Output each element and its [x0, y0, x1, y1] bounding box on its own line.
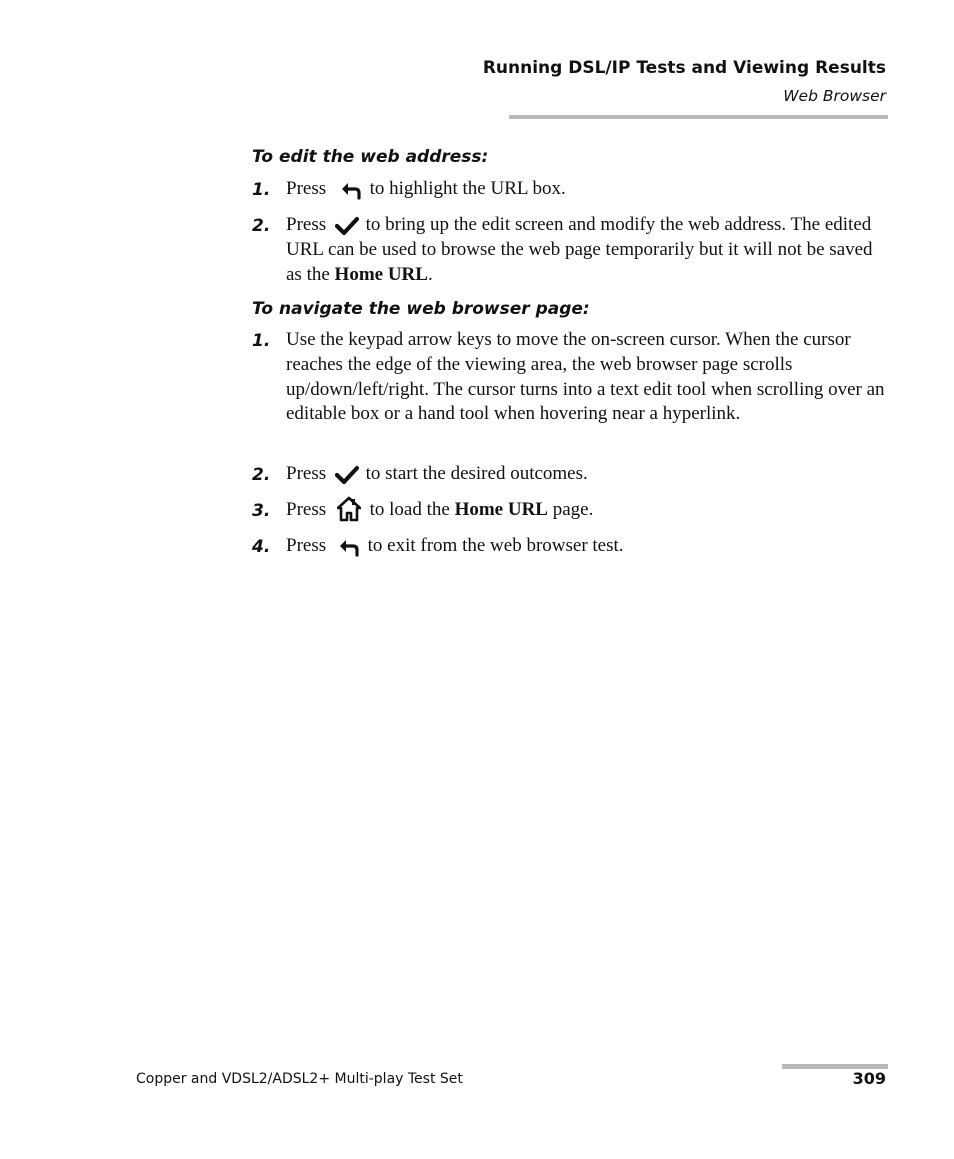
- step-instruction: to bring up the edit screen and modify the web address. The edited URL can be used to browse the web page temporarily but it will not be saved as the: [286, 214, 873, 285]
- checkmark-icon: [335, 465, 359, 485]
- running-header-subtitle: Web Browser: [783, 87, 886, 105]
- checkmark-icon: [335, 216, 359, 236]
- page-number: 309: [852, 1069, 886, 1088]
- home-icon: [337, 496, 361, 522]
- home-url-term: Home URL: [454, 499, 548, 520]
- back-arrow-icon: [338, 537, 360, 557]
- step-press-label: Press: [286, 499, 327, 520]
- step-press-label: Press: [286, 214, 327, 235]
- header-divider: [509, 115, 888, 119]
- step-number: 1.: [252, 180, 271, 200]
- back-arrow-icon: [340, 180, 362, 200]
- section-heading-navigate: To navigate the web browser page:: [252, 299, 590, 319]
- step-instruction: to start the desired outcomes.: [365, 463, 588, 484]
- section-heading-edit: To edit the web address:: [252, 147, 489, 167]
- step-instruction-end: page.: [552, 499, 594, 520]
- step-number: 1.: [252, 331, 271, 351]
- step-text: [286, 462, 888, 487]
- step-number: 4.: [252, 537, 271, 557]
- step-text: Use the keypad arrow keys to move the on-screen cursor. When the cursor reaches the edge of the viewing area, the web browser page scrolls up/down/left/right. The cursor turns into a text edit tool when scrolling over an editable box or a hand tool when hovering near a hyperlink.: [286, 329, 885, 425]
- step-instruction-end: .: [427, 263, 433, 285]
- step-text: [286, 213, 888, 287]
- step-press-label: Press: [286, 463, 327, 484]
- step-press-label: Press: [286, 178, 327, 199]
- step-number: 2.: [252, 216, 271, 236]
- step-instruction: to exit from the web browser test.: [367, 535, 624, 556]
- running-header-title: Running DSL/IP Tests and Viewing Results: [482, 58, 886, 78]
- step-text: [286, 534, 888, 559]
- home-url-term: Home URL: [334, 263, 428, 285]
- step-number: 2.: [252, 465, 271, 485]
- step-number: 3.: [252, 501, 271, 521]
- step-text: [286, 498, 888, 523]
- step-instruction: to load the: [369, 499, 450, 520]
- step-instruction: to highlight the URL box.: [369, 178, 566, 199]
- footer-product-name: Copper and VDSL2/ADSL2+ Multi-play Test Set: [136, 1071, 463, 1087]
- step-text: [286, 177, 888, 202]
- step-press-label: Press: [286, 535, 327, 556]
